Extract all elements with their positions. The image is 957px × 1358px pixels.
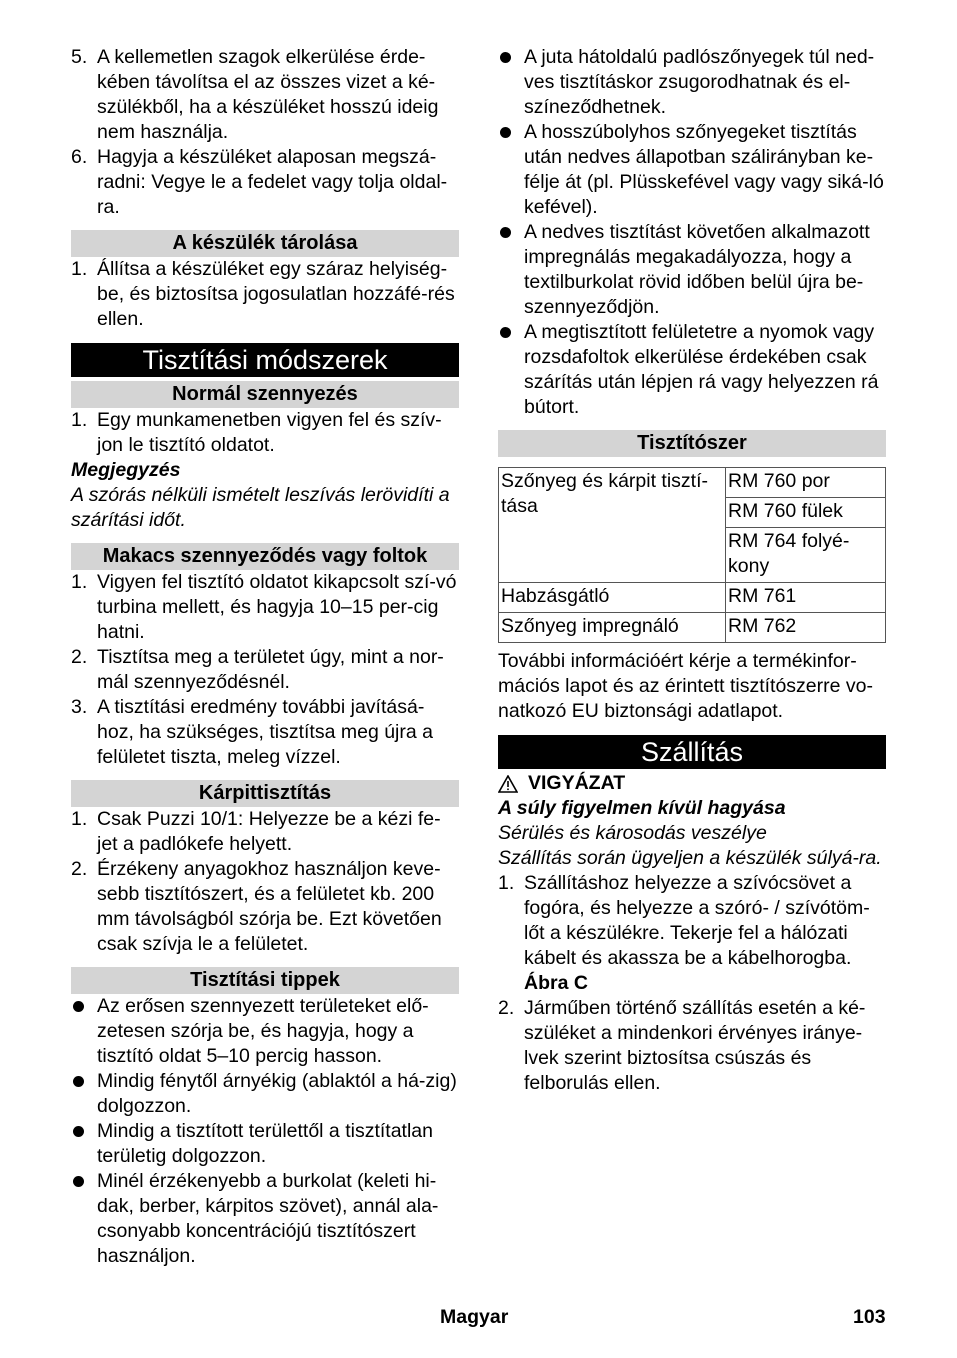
list-item [71,994,459,1069]
tips-heading: Tisztítási tippek [71,967,459,994]
table-cell: RM 760 fülek [726,498,886,528]
footer-language: Magyar [440,1306,509,1328]
item-number: 6. [71,146,88,168]
table-cell: Szőnyeg impregnáló [499,613,726,643]
warning-line [498,771,886,796]
bullet-icon [73,1126,84,1137]
item-text: Egy munkamenetben vigyen fel és szív-jon le tisztító oldatot. [97,409,442,456]
list-item [498,120,886,220]
list-item [71,857,459,957]
upholstery-list [71,807,459,957]
item-text: Mindig a tisztított területtől a tisztítatlan területig dolgozzon. [97,1120,433,1167]
item-number: 1. [71,258,88,280]
upholstery-heading: Kárpittisztítás [71,780,459,807]
item-number: 5. [71,46,88,68]
list-item [71,695,459,770]
normal-heading: Normál szennyezés [71,381,459,408]
list-item [71,257,459,332]
note-text: A szórás nélküli ismételt leszívás lerövidíti a szárítási időt. [71,484,450,531]
bullet-icon [500,327,511,338]
bullet-icon [500,127,511,138]
storage-list [71,257,459,332]
table-cell: Szőnyeg és kárpit tisztí-tása [499,468,726,583]
list-item [71,45,459,145]
item-text: Minél érzékenyebb a burkolat (keleti hi-dak, berber, kárpitos szövet), annál ala-csonyabb koncentrációjú tisztítószert használjon. [97,1170,439,1267]
stubborn-list [71,570,459,770]
item-number: 2. [71,858,88,880]
item-text: A hosszúbolyhos szőnyegeket tisztítás után nedves állapotban szálirányban ke-félje át (pl. Plüsskefével vagy vagy siká-ló kefével). [524,121,884,218]
page-number: 103 [853,1306,886,1328]
table-cell: Habzásgátló [499,583,726,613]
item-text: Járműben történő szállítás esetén a ké-szüléket a mindenkori érvényes iránye-lvek szerint biztosítsa csúszás és felborulás ellen. [524,997,866,1094]
list-item [498,996,886,1096]
list-item [498,871,886,996]
warning-label: VIGYÁZAT [528,772,626,794]
storage-heading: A készülék tárolása [71,230,459,257]
list-item [71,1119,459,1169]
transport-heading: Szállítás [498,735,886,769]
stubborn-heading: Makacs szennyeződés vagy foltok [71,543,459,570]
item-text: Mindig fénytől árnyékig (ablaktól a há-zig) dolgozzon. [97,1070,457,1117]
item-text: Hagyja a készüléket alaposan megszá-radni: Vegye le a fedelet vagy tolja oldal-ra. [97,146,448,218]
cleaner-heading: Tisztítószer [498,430,886,457]
cleaner-info-text: További információért kérje a termékinfor-mációs lapot és az érintett tisztítószerre vo-natkozó EU biztonsági adatlapot. [498,650,873,722]
list-item [71,570,459,645]
warning-title: A súly figyelmen kívül hagyása [498,797,786,819]
item-number: 1. [71,808,88,830]
table-cell: RM 760 por [726,468,886,498]
list-item [498,320,886,420]
intro-list [71,45,459,220]
tips-list [71,994,459,1269]
table-row [499,613,886,643]
transport-list [498,871,886,1096]
item-text: Tisztítsa meg a területet úgy, mint a nor-mál szennyeződésnél. [97,646,444,693]
warning-line2: Szállítás során ügyeljen a készülék súlyá-ra. [498,847,882,869]
methods-heading: Tisztítási módszerek [71,343,459,377]
right-column [498,45,886,1096]
item-text: Az erősen szennyezett területeket elő-zetesen szórja be, és hagyja, hogy a tisztító oldat 5–10 percig hasson. [97,995,429,1067]
bullet-icon [500,52,511,63]
item-text: Állítsa a készüléket egy száraz helyiség-be, és biztosítsa jogosulatlan hozzáfé-rés ellen. [97,258,455,330]
list-item [71,645,459,695]
item-text: Vigyen fel tisztító oldatot kikapcsolt szí-vó turbina mellett, és hagyja 10–15 per-cig hatni. [97,571,457,643]
bullet-icon [73,1001,84,1012]
item-number: 1. [498,872,515,894]
table-cell: RM 762 [726,613,886,643]
cleaner-table [498,467,886,643]
list-item [71,1069,459,1119]
left-column [71,45,459,1269]
item-number: 2. [71,646,88,668]
item-text: A kellemetlen szagok elkerülése érde-kében távolítsa el az összes vizet a ké-szülékből, ha a készüléket hosszú ideig nem használja. [97,46,439,143]
item-text: Érzékeny anyagokhoz használjon keve-sebb tisztítószert, és a felületet kb. 200 mm távolságból szórja be. Ezt követően csak szívja le a felületet. [97,858,442,955]
item-number: 3. [71,696,88,718]
item-text: Szállításhoz helyezze a szívócsövet a fogóra, és helyezze a szóró- / szívótöm-lőt a készülékre. Tekerje fel a hálózati kábelt és akassza be a kábelhorogba. [524,872,870,969]
item-number: 2. [498,997,515,1019]
item-text: A juta hátoldalú padlószőnyegek túl ned-ves tisztításkor zsugorodhatnak és el-színeződhetnek. [524,46,875,118]
list-item [71,408,459,458]
bullet-icon [73,1176,84,1187]
list-item [498,220,886,320]
table-row [499,468,886,498]
note-title: Megjegyzés [71,459,181,481]
table-row [499,583,886,613]
item-text: Csak Puzzi 10/1: Helyezze be a kézi fe-jet a padlókefe helyett. [97,808,441,855]
item-text: A tisztítási eredmény további javításá-hoz, ha szükséges, tisztítsa meg újra a felületet tiszta, meleg vízzel. [97,696,433,768]
list-item [71,145,459,220]
table-cell: RM 764 folyé-kony [726,528,886,583]
item-text: A nedves tisztítást követően alkalmazott impregnálás megakadályozza, hogy a textilburkolat rövid időben belül újra be-szennyeződjön. [524,221,870,318]
table-cell: RM 761 [726,583,886,613]
item-number: 1. [71,409,88,431]
tips-list-continued [498,45,886,420]
normal-list [71,408,459,458]
item-text: A megtisztított felületetre a nyomok vagy rozsdafoltok elkerülése érdekében csak szárítás után lépjen rá vagy helyezzen rá bútort. [524,321,879,418]
bullet-icon [500,227,511,238]
warning-triangle-icon [498,775,520,793]
list-item [71,1169,459,1269]
list-item [498,45,886,120]
figure-reference: Ábra C [524,972,588,994]
warning-line1: Sérülés és károsodás veszélye [498,822,767,844]
item-number: 1. [71,571,88,593]
list-item [71,807,459,857]
bullet-icon [73,1076,84,1087]
